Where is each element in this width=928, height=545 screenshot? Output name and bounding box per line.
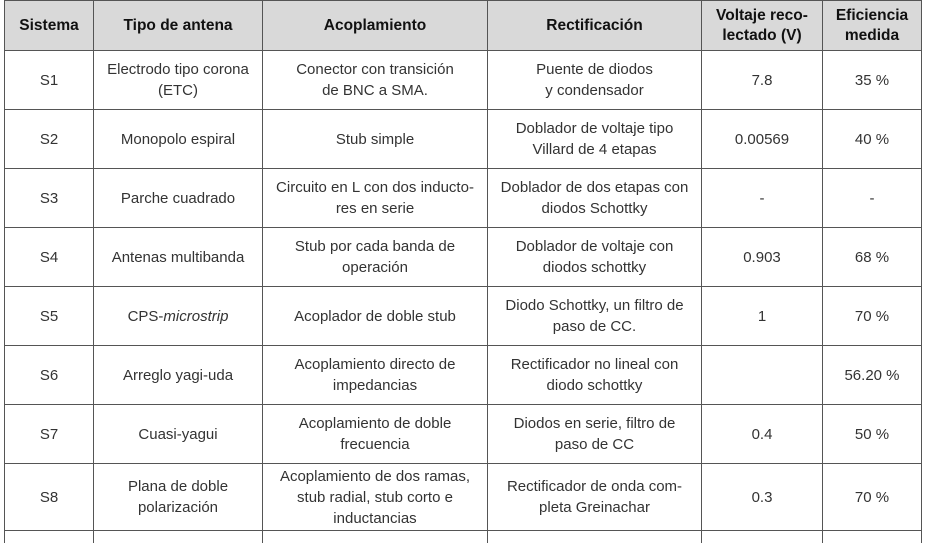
header-eficiencia: Eficiencia medida — [823, 1, 922, 51]
cell-rectificacion: Rectificador de onda com- pleta Greinachar — [488, 464, 702, 531]
cell-eficiencia: - — [823, 169, 922, 228]
cell-rectificacion: Puente de diodos y condensador — [488, 51, 702, 110]
header-tipo-antena: Tipo de antena — [94, 1, 263, 51]
cell-voltaje: 0.4 — [702, 405, 823, 464]
cell-empty — [5, 531, 94, 544]
cell-voltaje: 0.903 — [702, 228, 823, 287]
cell-sistema: S4 — [5, 228, 94, 287]
cell-eficiencia: 56.20 % — [823, 346, 922, 405]
cell-eficiencia: 50 % — [823, 405, 922, 464]
cell-acoplamiento: Stub por cada banda de operación — [263, 228, 488, 287]
cell-sistema: S3 — [5, 169, 94, 228]
table-row — [5, 169, 922, 228]
cell-antena — [94, 287, 263, 346]
header-acoplamiento: Acoplamiento — [263, 1, 488, 51]
cell-empty — [94, 531, 263, 544]
cell-rectificacion: Doblador de voltaje con diodos schottky — [488, 228, 702, 287]
cell-acoplamiento: Stub simple — [263, 110, 488, 169]
header-row — [5, 1, 922, 51]
header-rectificacion: Rectificación — [488, 1, 702, 51]
cell-sistema: S8 — [5, 464, 94, 531]
table-container — [4, 0, 922, 543]
cell-eficiencia: 68 % — [823, 228, 922, 287]
header-voltaje: Voltaje reco- lectado (V) — [702, 1, 823, 51]
cell-acoplamiento: Acoplador de doble stub — [263, 287, 488, 346]
cell-acoplamiento: Acoplamiento directo de impedancias — [263, 346, 488, 405]
table-row — [5, 287, 922, 346]
cell-empty — [488, 531, 702, 544]
cell-rectificacion: Diodo Schottky, un filtro de paso de CC. — [488, 287, 702, 346]
cell-eficiencia: 70 % — [823, 464, 922, 531]
table-row — [5, 405, 922, 464]
cell-sistema: S7 — [5, 405, 94, 464]
cell-rectificacion: Diodos en serie, filtro de paso de CC — [488, 405, 702, 464]
cell-antena: Plana de doble polarización — [94, 464, 263, 531]
data-table — [4, 0, 922, 543]
cell-voltaje — [702, 346, 823, 405]
table-row — [5, 464, 922, 531]
cell-acoplamiento: Conector con transición de BNC a SMA. — [263, 51, 488, 110]
header-sistema: Sistema — [5, 1, 94, 51]
cell-sistema: S1 — [5, 51, 94, 110]
cell-acoplamiento: Acoplamiento de dos ramas, stub radial, stub corto e inductancias — [263, 464, 488, 531]
cell-sistema: S2 — [5, 110, 94, 169]
cell-empty — [263, 531, 488, 544]
cell-antena: Antenas multibanda — [94, 228, 263, 287]
cell-antena-prefix: CPS- — [127, 307, 164, 325]
cell-antena: Electrodo tipo corona (ETC) — [94, 51, 263, 110]
table-row — [5, 110, 922, 169]
cell-sistema: S6 — [5, 346, 94, 405]
cell-voltaje: 0.00569 — [702, 110, 823, 169]
cell-acoplamiento: Acoplamiento de doble frecuencia — [263, 405, 488, 464]
cell-empty — [823, 531, 922, 544]
cell-eficiencia: 40 % — [823, 110, 922, 169]
cell-eficiencia: 70 % — [823, 287, 922, 346]
cell-acoplamiento: Circuito en L con dos inducto- res en serie — [263, 169, 488, 228]
table-row — [5, 51, 922, 110]
table-row — [5, 346, 922, 405]
cell-rectificacion: Doblador de dos etapas con diodos Schottky — [488, 169, 702, 228]
cell-rectificacion: Doblador de voltaje tipo Villard de 4 etapas — [488, 110, 702, 169]
cell-antena-italic: microstrip — [163, 307, 229, 325]
cell-antena: Parche cuadrado — [94, 169, 263, 228]
cell-voltaje: 0.3 — [702, 464, 823, 531]
cell-sistema: S5 — [5, 287, 94, 346]
cell-eficiencia: 35 % — [823, 51, 922, 110]
cell-antena: Cuasi-yagui — [94, 405, 263, 464]
cell-voltaje: 1 — [702, 287, 823, 346]
cell-rectificacion: Rectificador no lineal con diodo schottky — [488, 346, 702, 405]
table-row-cutoff — [5, 531, 922, 544]
cell-antena: Arreglo yagi-uda — [94, 346, 263, 405]
cell-voltaje: - — [702, 169, 823, 228]
cell-empty — [702, 531, 823, 544]
cell-voltaje: 7.8 — [702, 51, 823, 110]
table-row — [5, 228, 922, 287]
cell-antena: Monopolo espiral — [94, 110, 263, 169]
